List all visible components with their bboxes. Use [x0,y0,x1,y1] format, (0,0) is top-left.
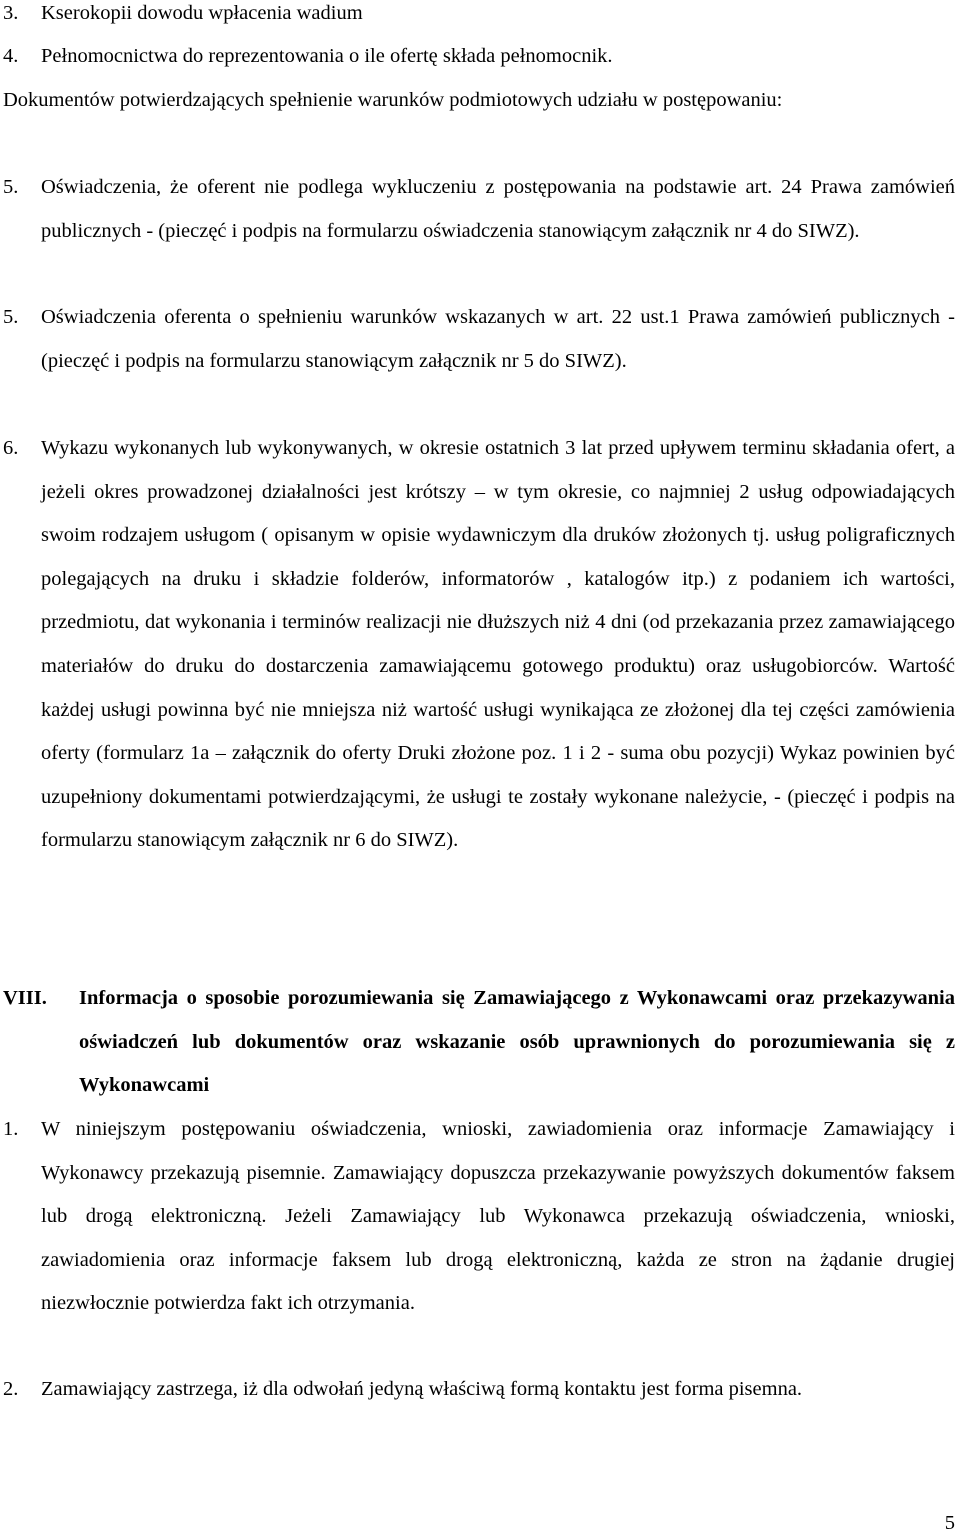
list-text: Zamawiający zastrzega, iż dla odwołań jedyną właściwą formą kontaktu jest forma pisemna. [41,1378,803,1400]
section-number: VIII. [3,987,47,1009]
list-number: 3. [3,2,19,24]
list-number: 5. [3,306,19,328]
list-number: 4. [3,45,19,67]
list-item-4 [0,35,955,79]
list-text: Wykazu wykonanych lub wykonywanych, w okresie ostatnich 3 lat przed upływem terminu składania ofert, a jeżeli okres prowadzonej działalności jest krótszy – w tym okresie, co najmniej 2 usług odpowiadających swoim rodzajem usługom ( opisanym w opisie wydawniczym dla druków złożonych tj. usług poligraficznych polegających na druku i składzie folderów, informatorów , katalogów itp.) z podaniem ich wartości, przedmiotu, dat wykonania i terminów realizacji nie dłuższych niż 4 dni (od przekazania przez zamawiającego materiałów do druku do dostarczenia zamawiającemu gotowego produktu) oraz usługobiorców. Wartość każdej usługi powinna być nie mniejsza niż wartość usługi wynikająca ze złożonej dla tej części zamówienia oferty (formularz 1a – załącznik do oferty Druki złożone poz. 1 i 2 - suma obu pozycji) Wykaz powinien być uzupełniony dokumentami potwierdzającymi, że usługi te zostały wykonane należycie, - (pieczęć i podpis na formularzu stanowiącym załącznik nr 6 do SIWZ). [41,437,955,852]
section-title: Informacja o sposobie porozumiewania się Zamawiającego z Wykonawcami oraz przekazywania oświadczeń lub dokumentów oraz wskazanie osób uprawnionych do porozumiewania się z Wykonawcami [79,987,955,1097]
list-number: 1. [3,1118,19,1140]
list-text: Kserokopii dowodu wpłacenia wadium [41,2,363,24]
documents-intro-paragraph: Dokumentów potwierdzających spełnienie warunków podmiotowych udziału w postępowaniu: [3,89,783,111]
list-text: Oświadczenia oferenta o spełnieniu warunków wskazanych w art. 22 ust.1 Prawa zamówień publicznych - (pieczęć i podpis na formularzu stanowiącym załącznik nr 5 do SIWZ). [41,306,955,372]
list-item-5b [0,296,955,427]
list-text: Oświadczenia, że oferent nie podlega wykluczeniu z postępowania na podstawie art. 24 Prawa zamówień publicznych - (pieczęć i podpis na formularzu oświadczenia stanowiącym załącznik nr 4 do SIWZ). [41,176,955,242]
list-text: Pełnomocnictwa do reprezentowania o ile ofertę składa pełnomocnik. [41,45,613,67]
list-number: 6. [3,437,19,459]
list-number: 5. [3,176,19,198]
list-item-5a [0,166,955,297]
list-item-6 [0,427,955,951]
section-heading [0,977,955,1108]
section-item-1 [0,1108,955,1370]
list-text: W niniejszym postępowaniu oświadczenia, wnioski, zawiadomienia oraz informacje Zamawiający i Wykonawcy przekazują pisemnie. Zamawiający dopuszcza przekazywanie powyższych dokumentów faksem lub drogą elektroniczną. Jeżeli Zamawiający lub Wykonawca przekazują oświadczenia, wnioski, zawiadomienia oraz informacje faksem lub drogą elektroniczną, każda ze stron na żądanie drugiej niezwłocznie potwierdza fakt ich otrzymania. [41,1118,955,1315]
page-number: 5 [944,1512,955,1534]
list-number: 2. [3,1378,19,1400]
list-item-3 [0,0,955,36]
section-item-2 [0,1368,955,1456]
